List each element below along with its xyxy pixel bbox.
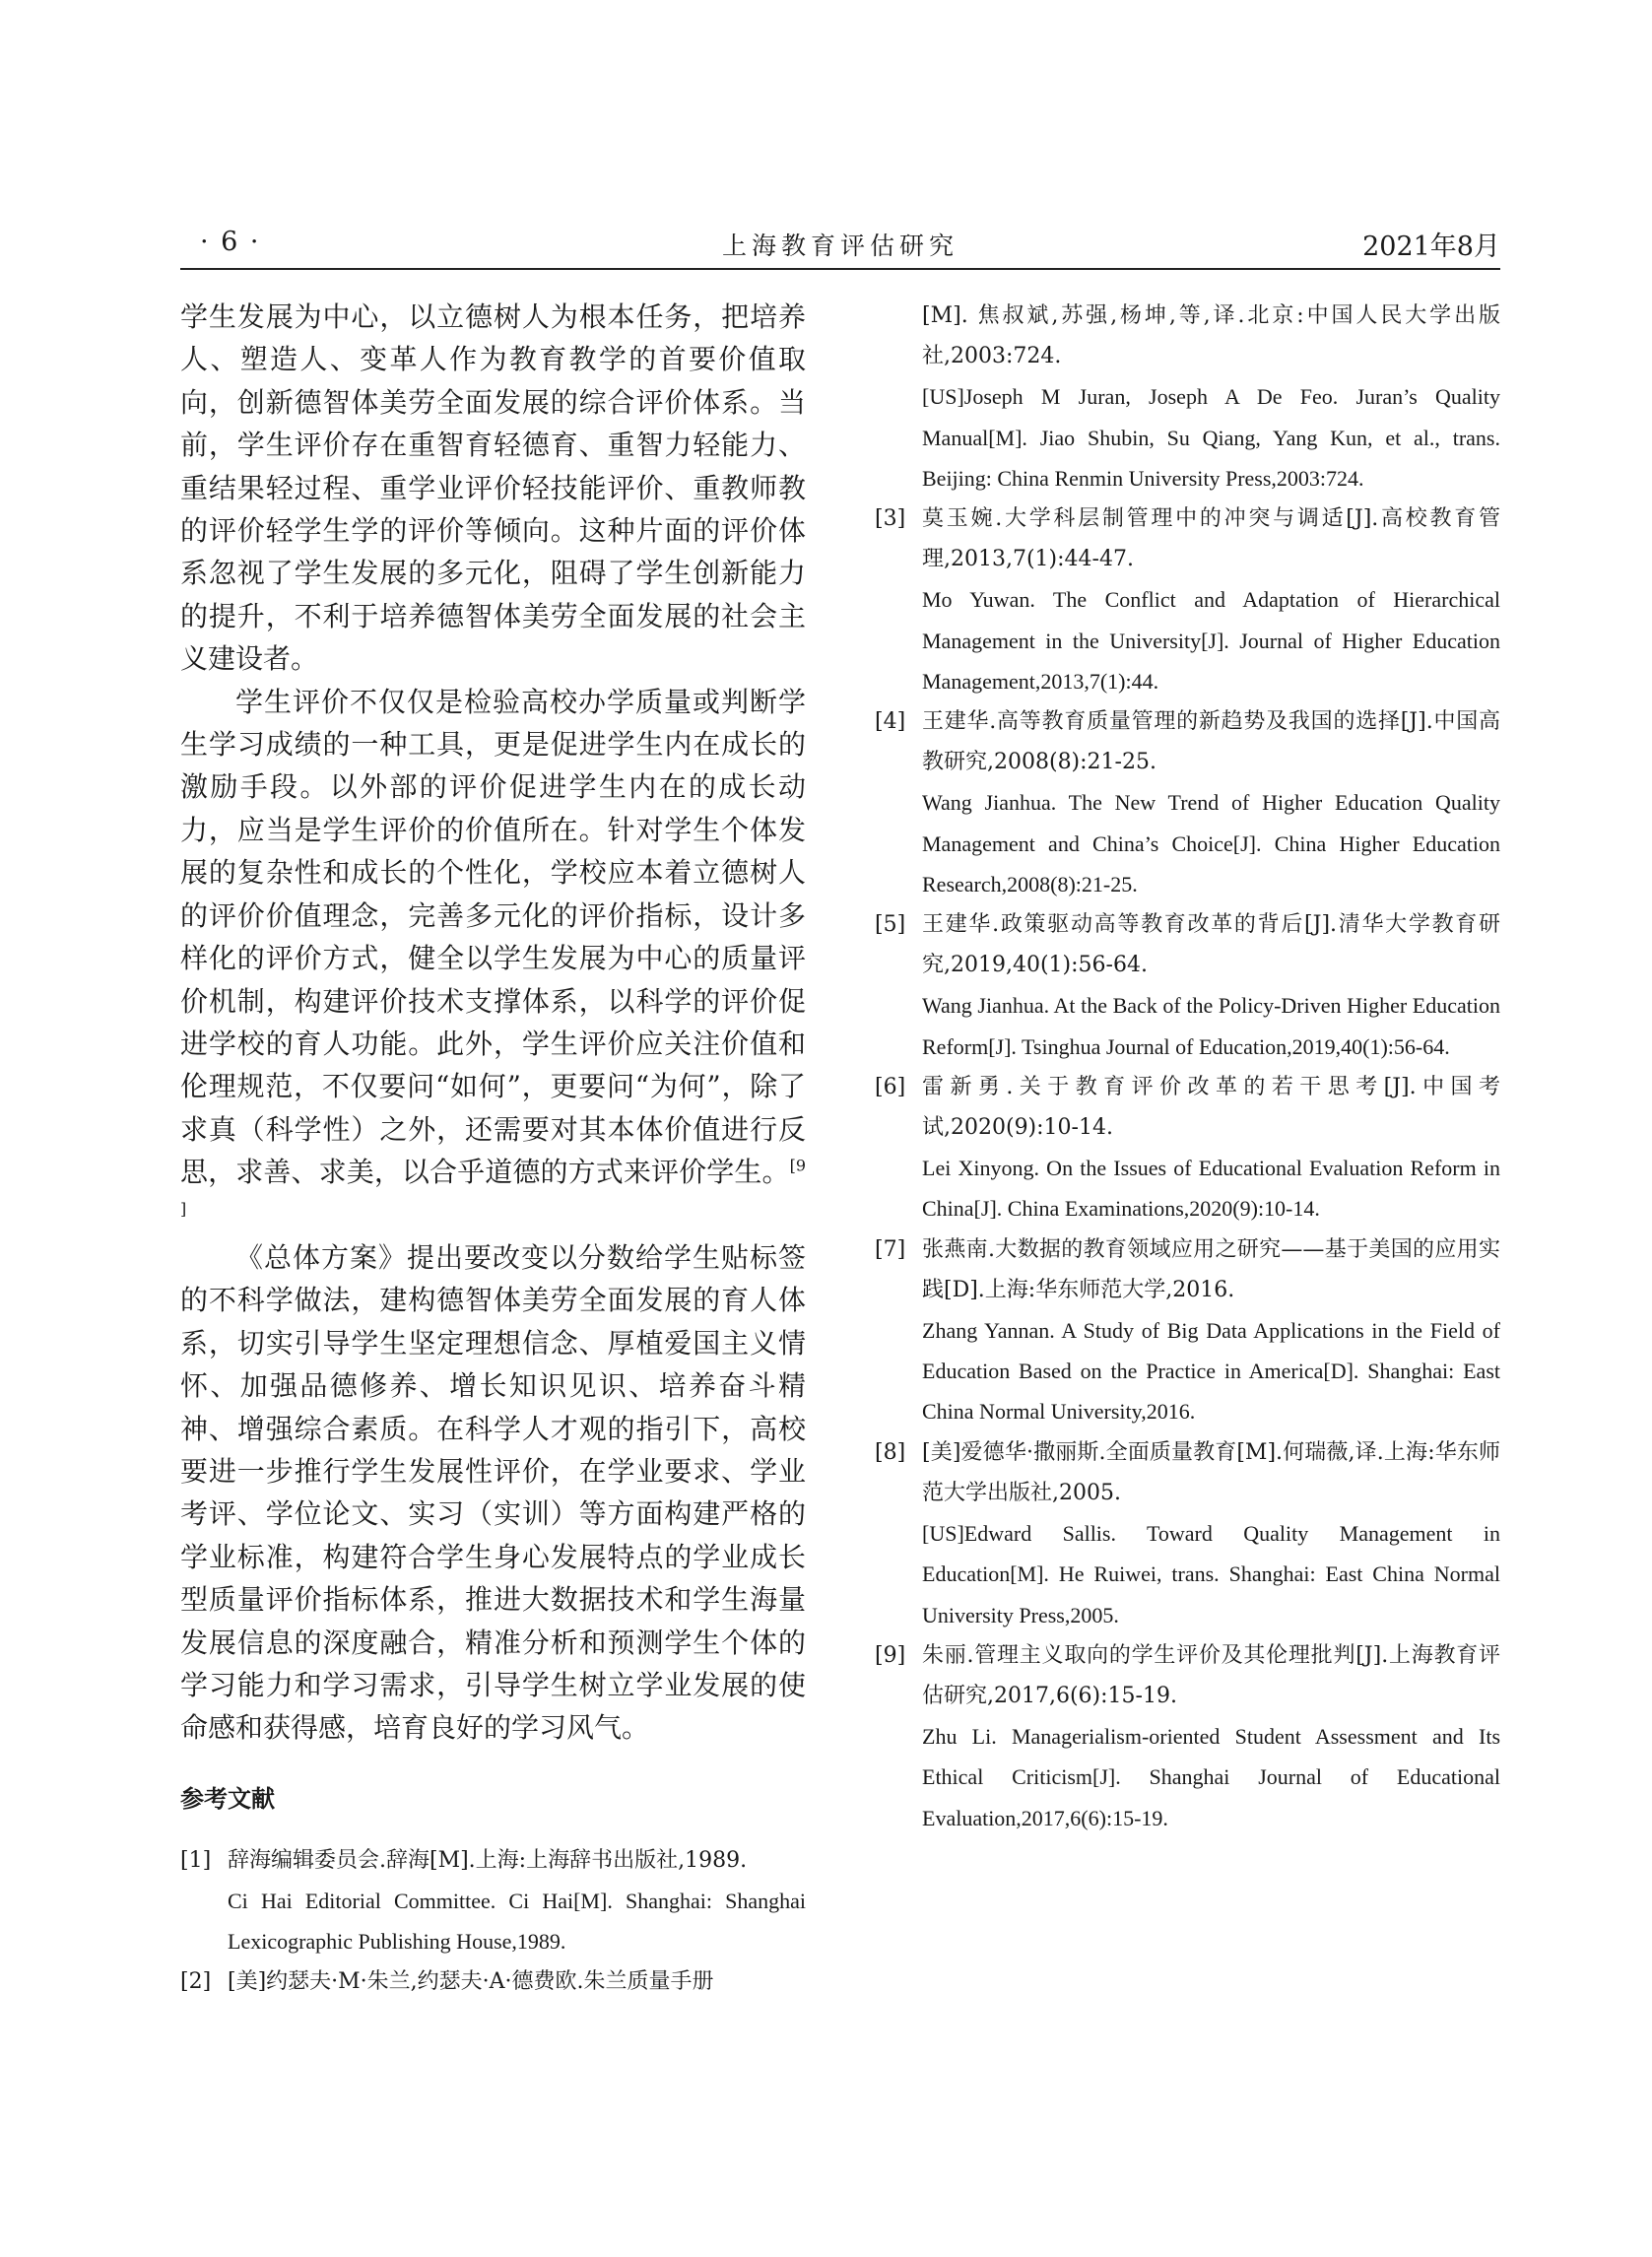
reference-number: [6] [875,1074,906,1099]
reference-item [875,498,1500,701]
reference-number: [2] [180,1969,212,1995]
reference-cn: [美]约瑟夫·M·朱兰,约瑟夫·A·德费欧.朱兰质量手册 [228,1969,714,1995]
reference-item [875,1432,1500,1635]
reference-cn: 辞海编辑委员会.辞海[M].上海:上海辞书出版社,1989. [228,1847,748,1873]
reference-item [180,1840,806,1962]
reference-en: [US]Joseph M Juran, Joseph A De Feo. Juran’s Quality Manual[M]. Jiao Shubin, Su Qiang, Yang Kun, et al., trans. Beijing: China Renmin University Press,2003:724. [922,384,1500,491]
reference-item [875,1067,1500,1229]
reference-cn: [美]爱德华·撒丽斯.全面质量教育[M].何瑞薇,译.上海:华东师范大学出版社,2005. [922,1439,1500,1505]
reference-number: [5] [875,912,906,938]
body-paragraph-2-text: 学生评价不仅仅是检验高校办学质量或判断学生学习成绩的一种工具，更是促进学生内在成长的激励手段。以外部的评价促进学生内在的成长动力，应当是学生评价的价值所在。针对学生个体发展的复杂性和成长的个性化，学校应本着立德树人的评价价值理念，完善多元化的评价指标，设计多样化的评价方式，健全以学生发展为中心的质量评价机制，构建评价技术支撑体系，以科学的评价促进学校的育人功能。此外，学生评价应关注价值和伦理规范，不仅要问“如何”，更要问“为何”，除了求真（科学性）之外，还需要对其本体价值进行反思，求善、求美，以合乎道德的方式来评价学生。 [180,685,806,1189]
reference-en: [US]Edward Sallis. Toward Quality Management in Education[M]. He Ruiwei, trans. Shanghai: East China Normal University Press,2005. [922,1521,1500,1627]
left-column [180,296,806,2003]
reference-en: Wang Jianhua. At the Back of the Policy-Driven Higher Education Reform[J]. Tsinghua Journal of Education,2019,40(1):56-64. [922,993,1500,1059]
references-heading: 参考文献 [180,1784,275,1813]
reference-number: [8] [875,1439,906,1465]
reference-en: Mo Yuwan. The Conflict and Adaptation of Hierarchical Management in the University[J]. Journal of Higher Education Management,2013,7(1):44. [922,587,1500,694]
right-column [875,296,1500,1838]
reference-item [875,701,1500,904]
reference-en: Lei Xinyong. On the Issues of Educational Evaluation Reform in China[J]. China Examinations,2020(9):10-14. [922,1156,1500,1222]
reference-item [875,1229,1500,1432]
reference-item [875,904,1500,1067]
reference-cn: 王建华.政策驱动高等教育改革的背后[J].清华大学教育研究,2019,40(1):56-64. [922,912,1500,978]
reference-item [875,1635,1500,1838]
page-number: · 6 · [200,227,261,257]
reference-cn: 莫玉婉.大学科层制管理中的冲突与调适[J].高校教育管理,2013,7(1):44-47. [922,506,1500,572]
reference-number: [9] [875,1642,906,1668]
journal-title: 上海教育评估研究 [721,232,958,260]
citation-marker: [9 ] [180,1156,806,1219]
reference-number: [7] [875,1236,906,1262]
reference-cn: 王建华.高等教育质量管理的新趋势及我国的选择[J].中国高教研究,2008(8):21-25. [922,709,1500,775]
reference-cn: [M]. 焦叔斌,苏强,杨坤,等,译.北京:中国人民大学出版社,2003:724. [922,303,1500,369]
reference-en: Zhang Yannan. A Study of Big Data Applications in the Field of Education Based on the Practice in America[D]. Shanghai: East China Normal University,2016. [922,1318,1500,1425]
reference-en: Zhu Li. Managerialism-oriented Student Assessment and Its Ethical Criticism[J]. Shanghai Journal of Educational Evaluation,2017,6(6):15-19. [922,1724,1500,1830]
reference-cn: 朱丽.管理主义取向的学生评价及其伦理批判[J].上海教育评估研究,2017,6(6):15-19. [922,1642,1500,1708]
body-paragraph-3: 《总体方案》提出要改变以分数给学生贴标签的不科学做法，建构德智体美劳全面发展的育人体系，切实引导学生坚定理想信念、厚植爱国主义情怀、加强品德修养、增长知识见识、培养奋斗精神、增强综合素质。在科学人才观的指引下，高校要进一步推行学生发展性评价，在学业要求、学业考评、学位论文、实习（实训）等方面构建严格的学业标准，构建符合学生身心发展特点的学业成长型质量评价指标体系，推进大数据技术和学生海量发展信息的深度融合，精准分析和预测学生个体的学习能力和学习需求，引导学生树立学业发展的使命感和获得感，培育良好的学习风气。 [180,1240,806,1745]
issue-date: 2021年8月 [1362,232,1500,262]
body-paragraph-2 [180,681,806,1236]
reference-number: [1] [180,1847,212,1873]
body-paragraph-1: 学生发展为中心，以立德树人为根本任务，把培养人、塑造人、变革人作为教育教学的首要价值取向，创新德智体美劳全面发展的综合评价体系。当前，学生评价存在重智育轻德育、重智力轻能力、重结果轻过程、重学业评价轻技能评价、重教师教的评价轻学生学的评价等倾向。这种片面的评价体系忽视了学生发展的多元化，阻碍了学生创新能力的提升，不利于培养德智体美劳全面发展的社会主义建设者。 [180,300,806,676]
reference-item [180,1961,806,2002]
references-list-left [180,1840,806,2003]
reference-en: Wang Jianhua. The New Trend of Higher Education Quality Management and China’s Choice[J]. China Higher Education Research,2008(8):21-25. [922,790,1500,896]
reference-cn: 张燕南.大数据的教育领域应用之研究——基于美国的应用实践[D].上海:华东师范大学,2016. [922,1236,1500,1302]
reference-continuation [875,296,1500,498]
reference-number: [4] [875,709,906,735]
reference-cn: 雷新勇.关于教育评价改革的若干思考[J].中国考试,2020(9):10-14. [922,1074,1500,1141]
reference-number: [3] [875,506,906,532]
reference-en: Ci Hai Editorial Committee. Ci Hai[M]. Shanghai: Shanghai Lexicographic Publishing House,1989. [228,1889,806,1955]
page-header [180,219,1500,270]
